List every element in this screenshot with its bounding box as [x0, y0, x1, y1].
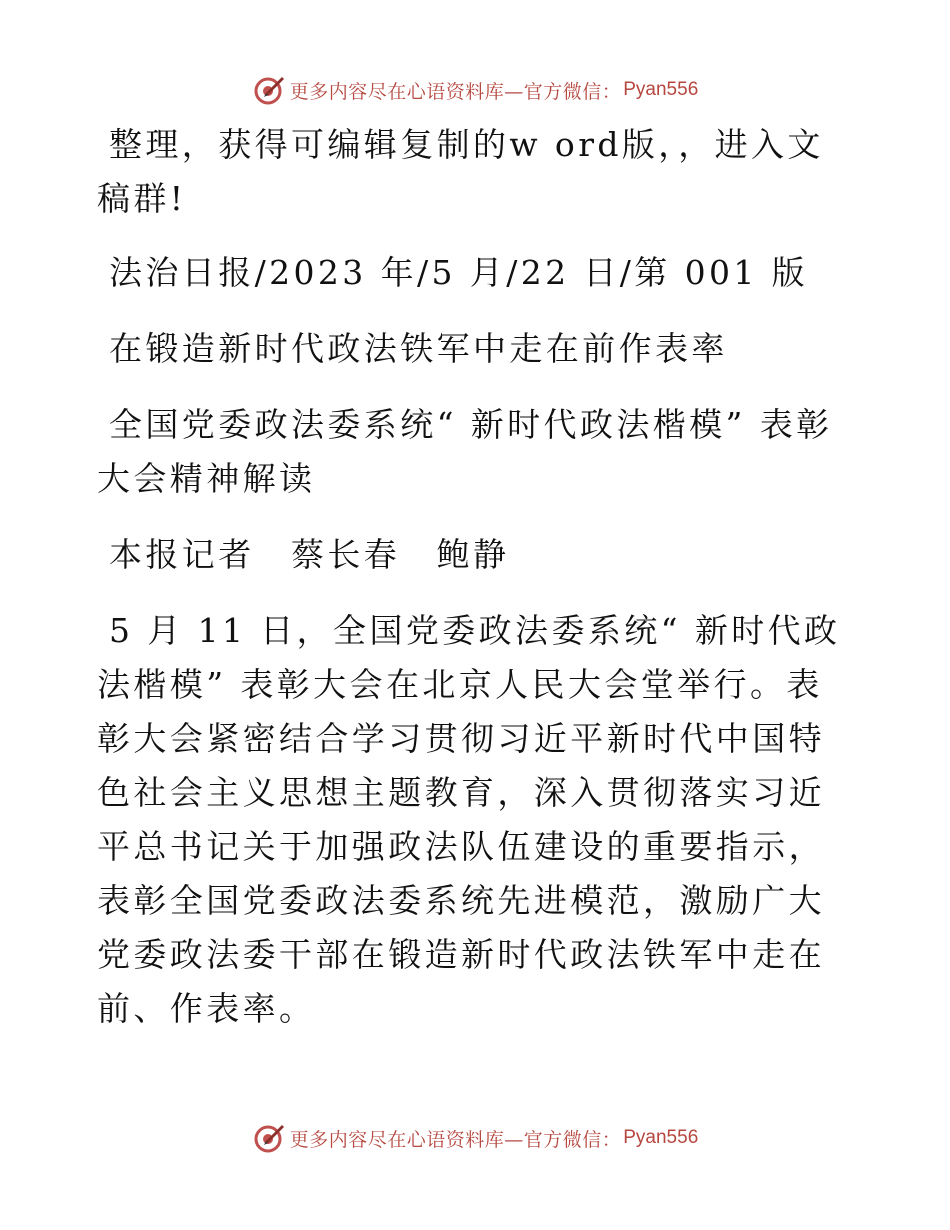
banner-text: 更多内容尽在心语资料库—官方微信： — [289, 80, 622, 103]
article-subtitle: 全国党委政法委系统“ 新时代政法楷模” 表彰大会精神解读 — [97, 405, 833, 498]
footer-watermark-banner — [0, 1118, 950, 1158]
banner-text: 更多内容尽在心语资料库—官方微信： — [289, 1128, 622, 1151]
source-line: 法治日报/2023 年/5 月/22 日/第 001 版 — [109, 253, 809, 292]
header-watermark-banner — [0, 70, 950, 110]
article-title: 在锻造新时代政法铁军中走在前作表率 — [109, 329, 728, 368]
document-body — [97, 118, 857, 1058]
byline: 本报记者 蔡长春 鲍静 — [109, 535, 510, 574]
intro-paragraph: 整理，获得可编辑复制的w ord版，，进入文稿群! — [97, 125, 824, 218]
body-paragraph: 5 月 11 日，全国党委政法委系统“ 新时代政法楷模” 表彰大会在北京人民大会堂举行。表彰大会紧密结合学习贯彻习近平新时代中国特色社会主义思想主题教育，深入贯彻落实习近平总书记关于加强政法队伍建设的重要指示，表彰全国党委政法委系统先进模范，激励广大党委政法委干部在锻造新时代政法铁军中走在前、作表率。 — [97, 611, 841, 1028]
pen-logo-icon — [252, 73, 286, 107]
pen-logo-icon — [252, 1121, 286, 1155]
banner-wechat-id: Pyan556 — [623, 79, 699, 100]
banner-wechat-id: Pyan556 — [623, 1127, 699, 1148]
